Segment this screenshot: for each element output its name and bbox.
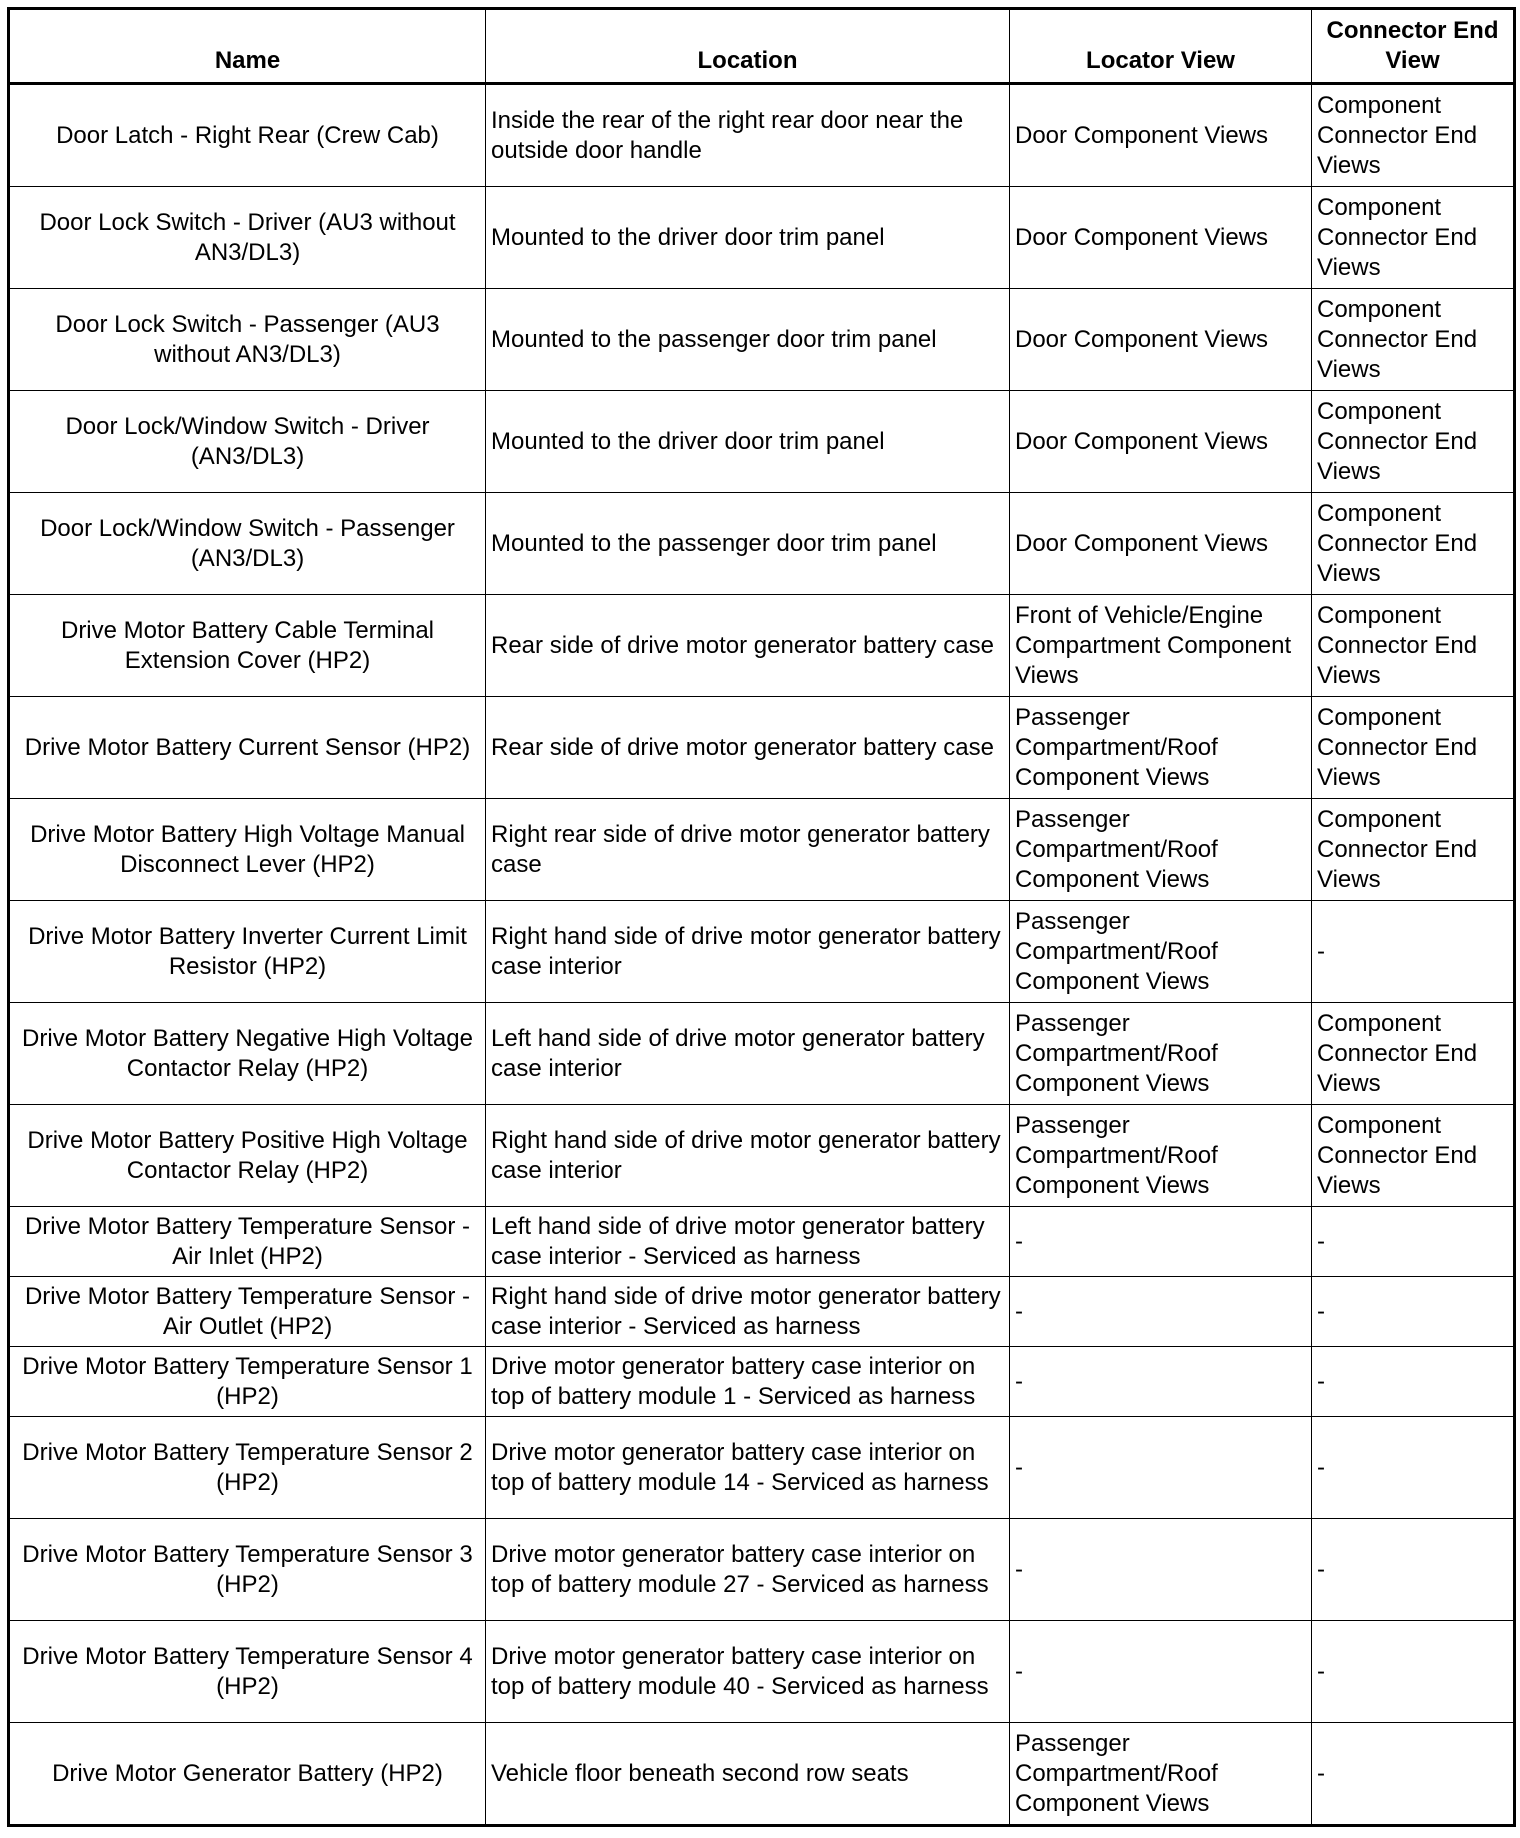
cell-locator-view: Passenger Compartment/Roof Component Views [1010, 799, 1312, 901]
cell-location: Right hand side of drive motor generator battery case interior [486, 901, 1010, 1003]
table-row [9, 1207, 1515, 1277]
cell-connector-end-view: - [1312, 1277, 1515, 1347]
cell-connector-end-view: Component Connector End Views [1312, 1105, 1515, 1207]
cell-location: Inside the rear of the right rear door near the outside door handle [486, 84, 1010, 187]
cell-name: Drive Motor Battery Inverter Current Limit Resistor (HP2) [9, 901, 486, 1003]
cell-connector-end-view: Component Connector End Views [1312, 84, 1515, 187]
cell-location: Vehicle floor beneath second row seats [486, 1723, 1010, 1826]
cell-name: Door Lock Switch - Driver (AU3 without AN3/DL3) [9, 187, 486, 289]
table-row [9, 1347, 1515, 1417]
table-row [9, 1277, 1515, 1347]
cell-locator-view: - [1010, 1417, 1312, 1519]
cell-name: Drive Motor Battery Temperature Sensor - Air Outlet (HP2) [9, 1277, 486, 1347]
cell-location: Drive motor generator battery case interior on top of battery module 14 - Serviced as harness [486, 1417, 1010, 1519]
cell-locator-view: - [1010, 1519, 1312, 1621]
cell-connector-end-view: Component Connector End Views [1312, 391, 1515, 493]
table-row [9, 1105, 1515, 1207]
cell-connector-end-view: - [1312, 1347, 1515, 1417]
cell-locator-view: - [1010, 1277, 1312, 1347]
cell-name: Drive Motor Battery Temperature Sensor 1 (HP2) [9, 1347, 486, 1417]
cell-locator-view: Passenger Compartment/Roof Component Views [1010, 1723, 1312, 1826]
table-row [9, 289, 1515, 391]
component-locator-table-wrapper [7, 7, 1516, 1827]
cell-location: Right rear side of drive motor generator battery case [486, 799, 1010, 901]
cell-name: Drive Motor Battery Current Sensor (HP2) [9, 697, 486, 799]
cell-locator-view: Door Component Views [1010, 84, 1312, 187]
header-location: Location [486, 9, 1010, 84]
table-row [9, 697, 1515, 799]
cell-name: Drive Motor Battery Temperature Sensor 4 (HP2) [9, 1621, 486, 1723]
cell-location: Mounted to the driver door trim panel [486, 187, 1010, 289]
table-row [9, 84, 1515, 187]
header-connector-end-view: Connector End View [1312, 9, 1515, 84]
cell-connector-end-view: Component Connector End Views [1312, 595, 1515, 697]
cell-locator-view: Passenger Compartment/Roof Component Views [1010, 1105, 1312, 1207]
cell-name: Drive Motor Battery Cable Terminal Extension Cover (HP2) [9, 595, 486, 697]
cell-location: Mounted to the passenger door trim panel [486, 493, 1010, 595]
cell-name: Door Lock/Window Switch - Driver (AN3/DL3) [9, 391, 486, 493]
table-row [9, 493, 1515, 595]
table-row [9, 1621, 1515, 1723]
cell-connector-end-view: - [1312, 1621, 1515, 1723]
cell-connector-end-view: Component Connector End Views [1312, 799, 1515, 901]
cell-location: Drive motor generator battery case interior on top of battery module 40 - Serviced as harness [486, 1621, 1010, 1723]
table-header-row [9, 9, 1515, 84]
header-locator-view: Locator View [1010, 9, 1312, 84]
cell-name: Drive Motor Generator Battery (HP2) [9, 1723, 486, 1826]
cell-connector-end-view: Component Connector End Views [1312, 187, 1515, 289]
table-row [9, 1003, 1515, 1105]
cell-location: Right hand side of drive motor generator battery case interior - Serviced as harness [486, 1277, 1010, 1347]
table-row [9, 799, 1515, 901]
cell-connector-end-view: Component Connector End Views [1312, 493, 1515, 595]
cell-locator-view: Door Component Views [1010, 289, 1312, 391]
table-row [9, 391, 1515, 493]
cell-location: Left hand side of drive motor generator battery case interior - Serviced as harness [486, 1207, 1010, 1277]
cell-name: Door Lock Switch - Passenger (AU3 without AN3/DL3) [9, 289, 486, 391]
cell-locator-view: Passenger Compartment/Roof Component Views [1010, 1003, 1312, 1105]
cell-name: Drive Motor Battery High Voltage Manual Disconnect Lever (HP2) [9, 799, 486, 901]
cell-connector-end-view: - [1312, 901, 1515, 1003]
cell-location: Mounted to the driver door trim panel [486, 391, 1010, 493]
cell-name: Drive Motor Battery Temperature Sensor 2 (HP2) [9, 1417, 486, 1519]
cell-name: Door Lock/Window Switch - Passenger (AN3/DL3) [9, 493, 486, 595]
cell-connector-end-view: - [1312, 1207, 1515, 1277]
cell-name: Drive Motor Battery Temperature Sensor 3 (HP2) [9, 1519, 486, 1621]
table-row [9, 1519, 1515, 1621]
cell-location: Rear side of drive motor generator battery case [486, 595, 1010, 697]
cell-name: Door Latch - Right Rear (Crew Cab) [9, 84, 486, 187]
table-row [9, 1417, 1515, 1519]
cell-location: Left hand side of drive motor generator battery case interior [486, 1003, 1010, 1105]
cell-location: Mounted to the passenger door trim panel [486, 289, 1010, 391]
cell-connector-end-view: Component Connector End Views [1312, 697, 1515, 799]
table-row [9, 1723, 1515, 1826]
cell-connector-end-view: - [1312, 1519, 1515, 1621]
cell-locator-view: - [1010, 1207, 1312, 1277]
cell-locator-view: - [1010, 1621, 1312, 1723]
cell-locator-view: - [1010, 1347, 1312, 1417]
cell-location: Drive motor generator battery case interior on top of battery module 1 - Serviced as harness [486, 1347, 1010, 1417]
component-locator-table [7, 7, 1516, 1827]
cell-locator-view: Front of Vehicle/Engine Compartment Component Views [1010, 595, 1312, 697]
header-name: Name [9, 9, 486, 84]
cell-locator-view: Passenger Compartment/Roof Component Views [1010, 697, 1312, 799]
cell-connector-end-view: Component Connector End Views [1312, 1003, 1515, 1105]
cell-locator-view: Door Component Views [1010, 493, 1312, 595]
cell-name: Drive Motor Battery Negative High Voltage Contactor Relay (HP2) [9, 1003, 486, 1105]
cell-name: Drive Motor Battery Temperature Sensor - Air Inlet (HP2) [9, 1207, 486, 1277]
cell-locator-view: Door Component Views [1010, 187, 1312, 289]
cell-name: Drive Motor Battery Positive High Voltage Contactor Relay (HP2) [9, 1105, 486, 1207]
cell-locator-view: Door Component Views [1010, 391, 1312, 493]
cell-location: Rear side of drive motor generator battery case [486, 697, 1010, 799]
table-row [9, 901, 1515, 1003]
cell-location: Right hand side of drive motor generator battery case interior [486, 1105, 1010, 1207]
cell-locator-view: Passenger Compartment/Roof Component Views [1010, 901, 1312, 1003]
cell-connector-end-view: - [1312, 1723, 1515, 1826]
cell-connector-end-view: - [1312, 1417, 1515, 1519]
table-row [9, 187, 1515, 289]
table-row [9, 595, 1515, 697]
cell-location: Drive motor generator battery case interior on top of battery module 27 - Serviced as harness [486, 1519, 1010, 1621]
cell-connector-end-view: Component Connector End Views [1312, 289, 1515, 391]
